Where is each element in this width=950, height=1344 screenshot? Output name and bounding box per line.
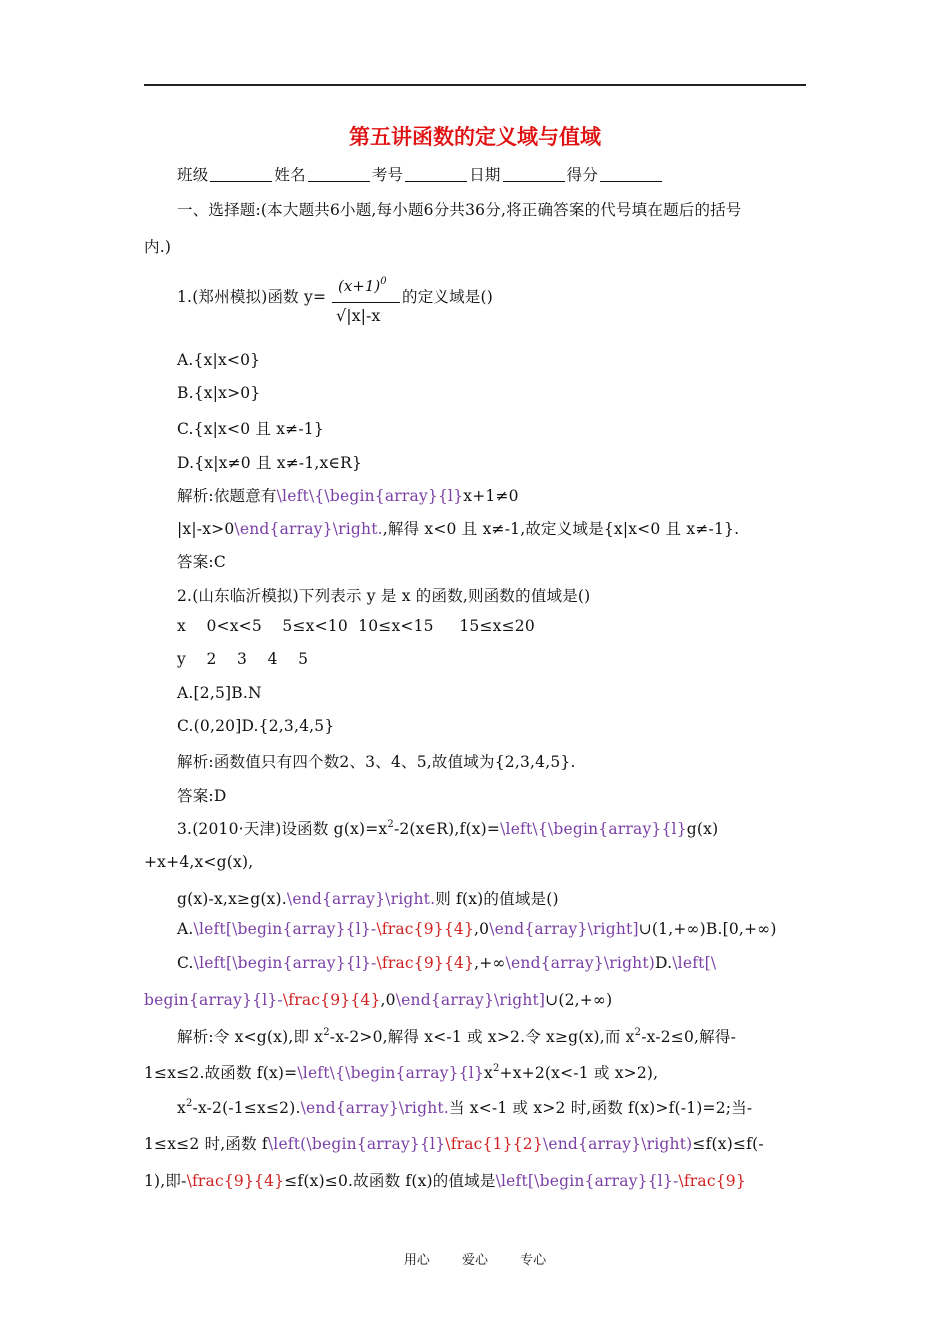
q3-stem-line3: g(x)-x,x≥g(x).\end{array}\right.则 f(x)的值域是() — [177, 890, 559, 908]
footer-text-1: 用心 — [403, 1253, 430, 1268]
q3-stem: 3.(2010·天津)设函数 $g(x)=x^2-2(x\in R),f(x)=\backslash left\backslash\{\backslash begin\{array\}\{l\}g(x)$ — [177, 819, 719, 838]
footer-text-2: 爱心 — [461, 1253, 488, 1268]
q1-answer: 答案:C — [177, 553, 226, 571]
q1-option-d: D.{x|x≠0 且 x≠-1,x∈R} — [177, 454, 363, 472]
page-title: 第五讲函数的定义域与值域 — [349, 125, 601, 149]
q3-stem-line2: +x+4,x<g(x), — [144, 853, 254, 871]
q3-option-d-cont: begin{array}{l}-\frac{9}{4},0\end{array}\right]∪(2,+∞) — [144, 991, 613, 1009]
header-rule — [144, 84, 806, 86]
section-intro-cont: 内.) — [144, 238, 172, 256]
q1-stem-suffix: 的定义域是() — [402, 288, 493, 306]
q1-fraction — [332, 276, 400, 334]
q3-analysis-l2: 1≤x≤2.故函数 $f(x)=\backslash left\backslash\{\backslash begin\{array\}\{l\}x^2+x+2(x<-1$ 或 x>2), — [144, 1063, 659, 1082]
name-blank[interactable] — [308, 167, 370, 182]
q1-frac-numerator: $(x+1)^0$ — [338, 276, 387, 295]
class-blank[interactable] — [210, 167, 272, 182]
q3-analysis-l3: $x^2-x-2(-1\le x\le 2).\backslash end\{array\}\backslash right$.当 x<-1 或 x>2 时,函数 f(x)>f(-1)=2;当- — [177, 1098, 753, 1117]
q2-options-ab: A.[2,5]B.N — [177, 684, 262, 702]
q1-option-b: B.{x|x>0} — [177, 384, 261, 402]
page-footer — [0, 1249, 950, 1268]
q1-frac-denominator: √|x|-x — [336, 306, 381, 325]
date-blank[interactable] — [503, 167, 565, 182]
q1-analysis-cont: |x|-x>0\end{array}\right.,解得 x<0 且 x≠-1,故定义域是{x|x<0 且 x≠-1}. — [177, 520, 740, 538]
header-fields — [177, 163, 664, 185]
q3-analysis-l5: 1),即-\frac{9}{4}≤f(x)≤0.故函数 f(x)的值域是\left[\begin{array}{l}-\frac{9} — [144, 1172, 746, 1190]
score-label: 得分 — [566, 166, 599, 184]
section-intro: 一、选择题:(本大题共6小题,每小题6分共36分,将正确答案的代号填在题后的括号 — [177, 201, 742, 219]
exam-number-label: 考号 — [371, 166, 404, 184]
q3-analysis-l1: 解析:令 x<g(x),即 $x^2-x-2>0$,解得 x<-1 或 x>2.令 x≥g(x),而 $x^2-x-2\le 0$,解得- — [177, 1027, 737, 1046]
name-label: 姓名 — [274, 166, 306, 184]
q3-analysis-l4: 1≤x≤2 时,函数 f\left(\begin{array}{l}\frac{1}{2}\end{array}\right)≤f(x)≤f(- — [144, 1135, 764, 1153]
q1-analysis: 解析:依题意有\left\{\begin{array}{l}x+1≠0 — [177, 487, 519, 505]
q2-answer: 答案:D — [177, 787, 227, 805]
q2-options-cd: C.(0,20]D.{2,3,4,5} — [177, 717, 335, 735]
q2-stem: 2.(山东临沂模拟)下列表示 y 是 x 的函数,则函数的值域是() — [177, 587, 591, 605]
q2-analysis: 解析:函数值只有四个数2、3、4、5,故值域为{2,3,4,5}. — [177, 753, 576, 771]
q3-options-cd: C.\left[\begin{array}{l}-\frac{9}{4},+∞\end{array}\right)D.\left[\ — [177, 954, 717, 972]
q2-table-row-y: y 2 3 4 5 — [177, 650, 309, 668]
q2-table-row-x: x 0<x<5 5≤x<10 10≤x<15 15≤x≤20 — [177, 617, 535, 635]
q1-stem-prefix: 1.(郑州模拟)函数 y= — [177, 288, 327, 306]
score-blank[interactable] — [600, 167, 662, 182]
class-label: 班级 — [177, 166, 209, 184]
q3-options-ab: A.\left[\begin{array}{l}-\frac{9}{4},0\end{array}\right]∪(1,+∞)B.[0,+∞) — [177, 920, 777, 938]
date-label: 日期 — [469, 166, 501, 184]
q1-option-a: A.{x|x<0} — [177, 351, 261, 369]
q1-option-c: C.{x|x<0 且 x≠-1} — [177, 420, 324, 438]
footer-text-3: 专心 — [520, 1253, 547, 1268]
q1-frac-bar — [332, 302, 400, 303]
exam-number-blank[interactable] — [405, 167, 467, 182]
